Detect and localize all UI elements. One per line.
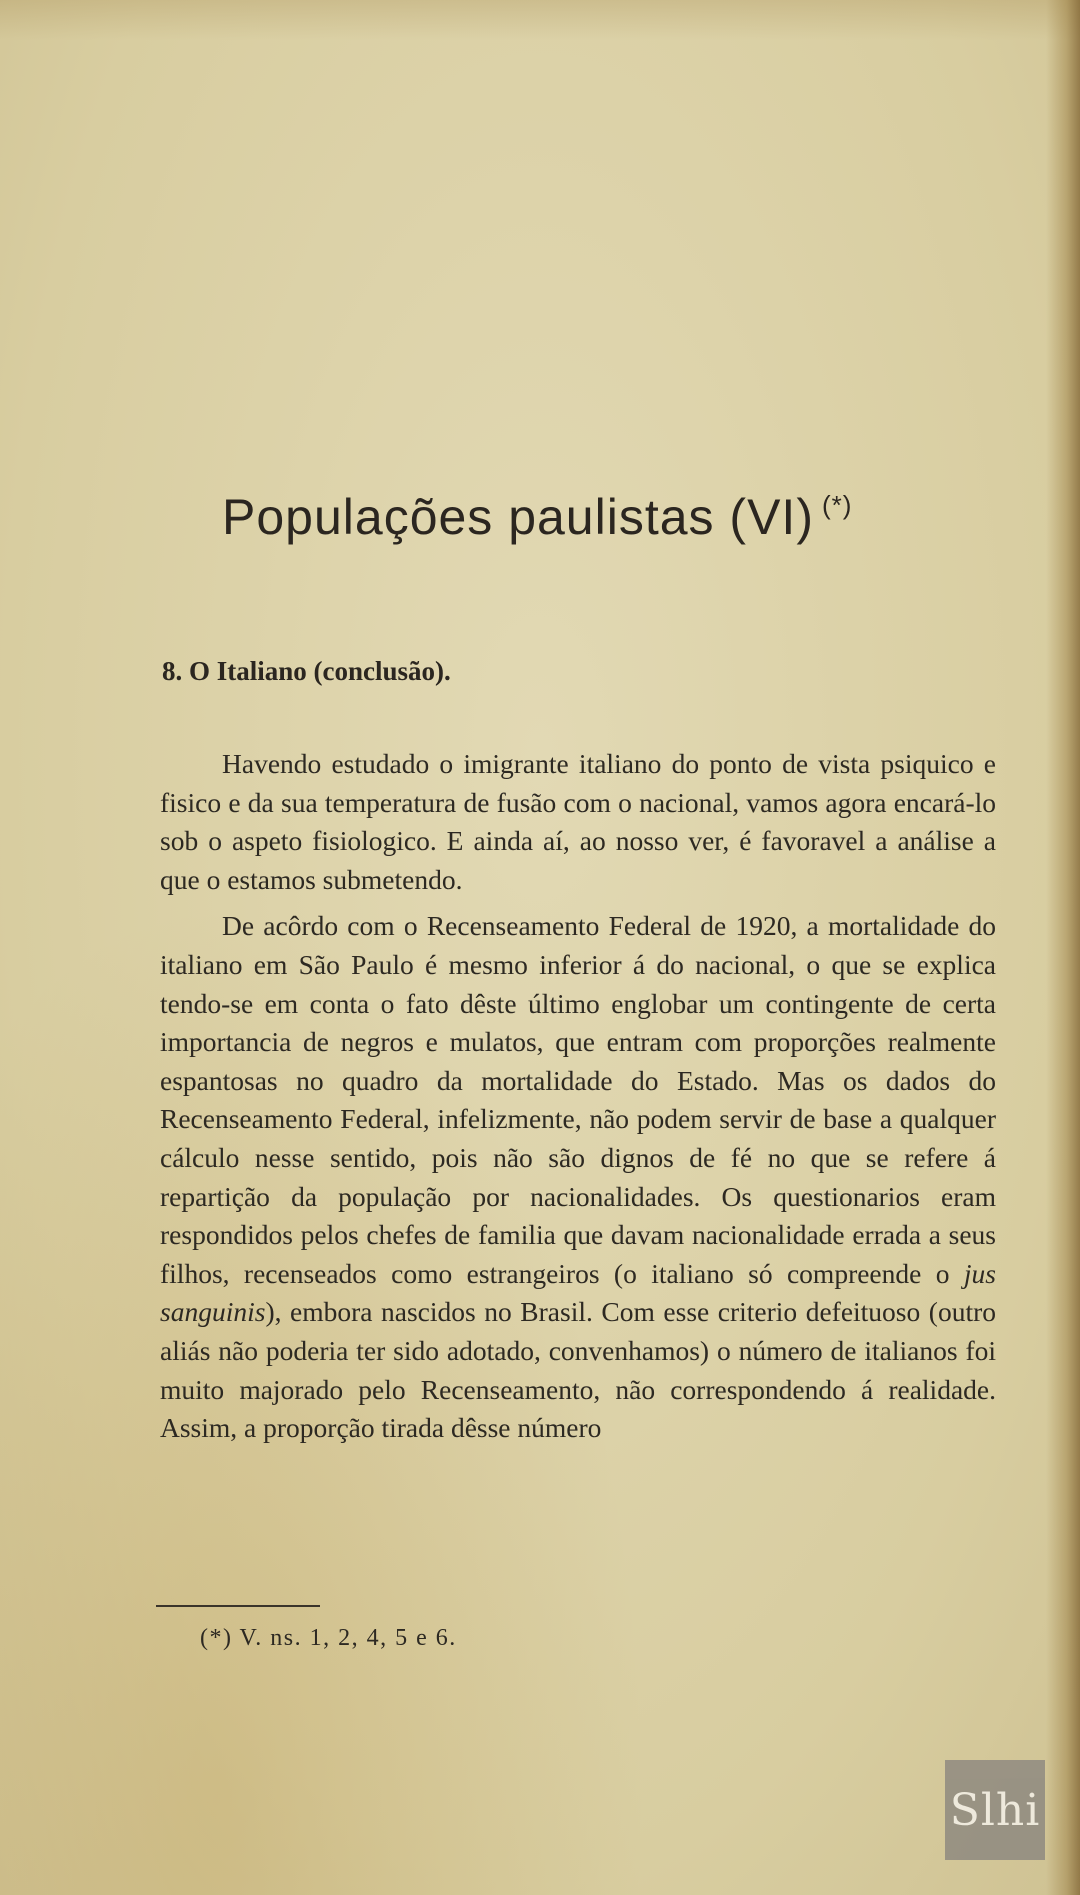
paragraph-2-text-cont: ), embora nascidos no Brasil. Com esse criterio defeituoso (outro aliás não poderia ter sido adotado, convenhamos) o número de italianos foi muito majorado pelo Recenseamento, não correspondendo á realidade. Assim, a proporção tirada dêsse número [160, 1296, 996, 1444]
slhi-logo-text: Slhi [949, 1784, 1041, 1836]
slhi-logo [945, 1760, 1045, 1860]
paragraph-2 [160, 907, 996, 1447]
title-footnote-marker: (*) [821, 490, 853, 520]
footnote-rule [156, 1605, 320, 1607]
latin-term: jus sanguinis [160, 1257, 996, 1328]
page-title [222, 488, 982, 546]
paragraph-1-text: Havendo estudado o imigrante italiano do ponto de vista psiquico e fisico e da sua temperatura de fusão com o nacional, vamos agora encará-lo sob o aspeto fisiologico. E ainda aí, ao nosso ver, é favoravel a análise a que o estamos submetendo. [160, 748, 996, 895]
page-right-edge [1046, 0, 1080, 1895]
footnote: (*) V. ns. 1, 2, 4, 5 e 6. [200, 1625, 457, 1651]
page-top-shadow [0, 0, 1080, 40]
body-text [160, 745, 996, 1448]
section-heading: 8. O Italiano (conclusão). [162, 656, 451, 686]
paragraph-2-text: De acôrdo com o Recenseamento Federal de 1920, a mortalidade do italiano em São Paulo é mesmo inferior á do nacional, o que se explica tendo-se em conta o fato dêste último englobar um contingente de certa importancia de negros e mulatos, que entram com proporções realmente espantosas no quadro da mortalidade do Estado. Mas os dados do Recenseamento Federal, infelizmente, não podem servir de base a qualquer cálculo nesse sentido, pois não são dignos de fé no que se refere á repartição da população por nacionalidades. Os questionarios eram respondidos pelos chefes de familia que davam nacionalidade errada a seus filhos, recenseados como estrangeiros (o italiano só compreende o [160, 910, 996, 1289]
title-text: Populações paulistas (VI) [222, 489, 814, 545]
paragraph-1 [160, 745, 996, 899]
